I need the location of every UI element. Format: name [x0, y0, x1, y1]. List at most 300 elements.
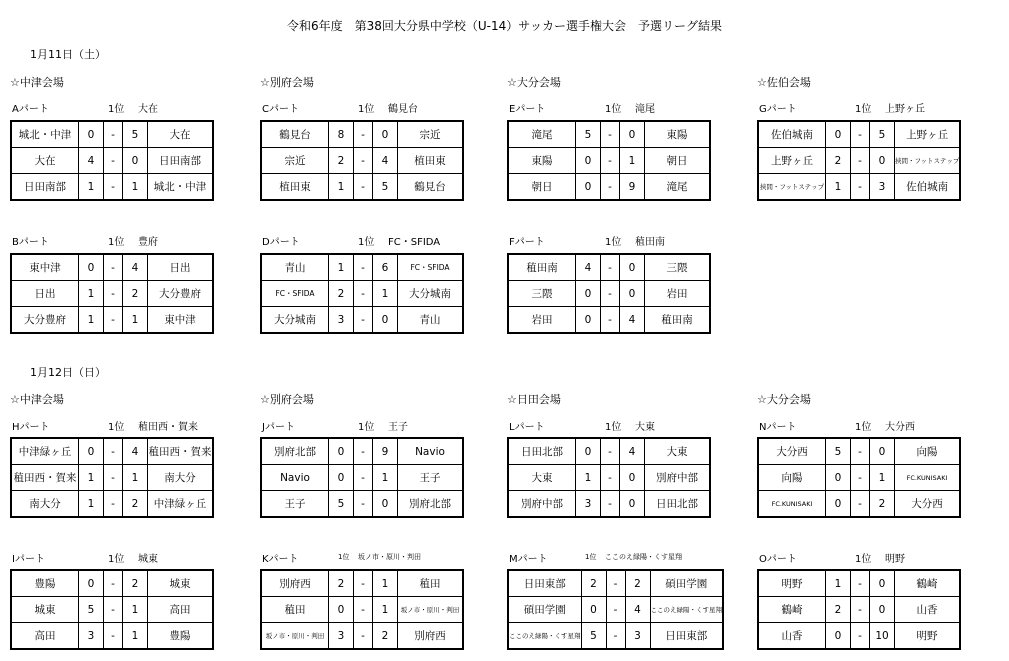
score-separator: -: [354, 121, 373, 148]
home-team: 王子: [261, 491, 329, 518]
group-winner: 鶴見台: [388, 104, 418, 115]
group-part-label: Bパート: [12, 237, 49, 248]
match-row: [508, 148, 710, 174]
home-score: 4: [576, 254, 601, 281]
away-team: 稙田: [398, 570, 464, 597]
away-team: 滝尾: [645, 174, 711, 201]
group-header: [262, 418, 502, 432]
group-part-label: Cパート: [262, 104, 299, 115]
away-score: 0: [620, 121, 645, 148]
home-score: 1: [79, 174, 104, 201]
score-separator: -: [104, 570, 123, 597]
match-row: [508, 254, 710, 281]
away-score: 0: [620, 254, 645, 281]
score-separator: -: [354, 438, 373, 465]
score-separator: -: [104, 307, 123, 334]
results-table: [260, 569, 464, 650]
away-score: 0: [373, 491, 398, 518]
home-score: 1: [79, 281, 104, 307]
score-separator: -: [354, 174, 373, 201]
away-score: 2: [123, 570, 148, 597]
home-score: 0: [329, 465, 354, 491]
home-team: Navio: [261, 465, 329, 491]
match-date: 1月12日（日）: [30, 366, 106, 379]
results-table: [260, 120, 464, 201]
home-team: 滝尾: [508, 121, 576, 148]
venue-name: ☆中津会場: [10, 393, 64, 406]
match-row: [11, 597, 213, 623]
group-header: [262, 100, 502, 114]
away-team: 東中津: [148, 307, 214, 334]
group-part-label: Aパート: [12, 104, 49, 115]
home-score: 5: [576, 121, 601, 148]
away-score: 1: [373, 465, 398, 491]
away-team: 日出: [148, 254, 214, 281]
results-table: [260, 253, 464, 334]
results-table: [507, 437, 711, 518]
away-score: 1: [123, 623, 148, 650]
home-score: 1: [576, 465, 601, 491]
home-team: 南大分: [11, 491, 79, 518]
away-score: 1: [123, 465, 148, 491]
score-separator: -: [601, 148, 620, 174]
match-date: 1月11日（土）: [30, 48, 106, 61]
results-table: [10, 569, 214, 650]
score-separator: -: [354, 148, 373, 174]
score-separator: -: [601, 491, 620, 518]
away-team: 坂ノ市・原川・判田: [398, 597, 464, 623]
group-winner: 城東: [138, 554, 158, 565]
away-team: Navio: [398, 438, 464, 465]
group-header: [262, 233, 502, 247]
away-team: 植田東: [398, 148, 464, 174]
group-rank-label: 1位: [358, 237, 375, 248]
home-score: 2: [329, 281, 354, 307]
match-row: [261, 174, 463, 201]
score-separator: -: [606, 570, 625, 597]
away-score: 0: [870, 148, 895, 174]
match-row: [261, 597, 463, 623]
home-score: 2: [826, 148, 851, 174]
home-score: 0: [826, 121, 851, 148]
results-table: [10, 253, 214, 334]
away-score: 2: [870, 491, 895, 518]
match-row: [261, 570, 463, 597]
group-header: [509, 418, 749, 432]
match-row: [508, 623, 723, 650]
home-score: 0: [329, 597, 354, 623]
group-part-label: Iパート: [12, 554, 45, 565]
score-separator: -: [104, 148, 123, 174]
match-row: [11, 570, 213, 597]
group-part-label: Fパート: [509, 237, 545, 248]
match-row: [758, 148, 960, 174]
home-team: 挾間・フットステップ: [758, 174, 826, 201]
away-team: 日田南部: [148, 148, 214, 174]
home-team: 大分城南: [261, 307, 329, 334]
home-score: 3: [329, 623, 354, 650]
score-separator: -: [851, 148, 870, 174]
away-team: 豊陽: [148, 623, 214, 650]
match-row: [508, 307, 710, 334]
home-score: 3: [79, 623, 104, 650]
group-header: [12, 100, 252, 114]
away-score: 0: [620, 465, 645, 491]
away-score: 2: [373, 623, 398, 650]
away-score: 0: [620, 491, 645, 518]
group-part-label: Jパート: [262, 422, 295, 433]
group-rank-label: 1位: [605, 237, 622, 248]
match-row: [508, 174, 710, 201]
home-score: 4: [79, 148, 104, 174]
match-row: [758, 597, 960, 623]
home-team: 稙田西・賀来: [11, 465, 79, 491]
score-separator: -: [104, 465, 123, 491]
away-team: 城東: [148, 570, 214, 597]
group-winner: 稙田西・賀来: [138, 422, 198, 433]
score-separator: -: [354, 281, 373, 307]
group-rank-label: 1位: [855, 554, 872, 565]
group-header: [12, 233, 252, 247]
home-score: 1: [329, 174, 354, 201]
home-score: 0: [576, 148, 601, 174]
match-row: [758, 570, 960, 597]
match-row: [261, 438, 463, 465]
home-team: 佐伯城南: [758, 121, 826, 148]
away-score: 0: [870, 570, 895, 597]
away-team: 青山: [398, 307, 464, 334]
venue-name: ☆大分会場: [507, 76, 561, 89]
away-team: ここのえ緑陽・くす星翔: [650, 597, 723, 623]
home-team: 東陽: [508, 148, 576, 174]
away-score: 0: [870, 438, 895, 465]
home-team: FC・SFIDA: [261, 281, 329, 307]
away-team: 大在: [148, 121, 214, 148]
away-team: 高田: [148, 597, 214, 623]
match-row: [758, 623, 960, 650]
home-team: 稙田: [261, 597, 329, 623]
home-score: 1: [826, 570, 851, 597]
away-team: 日田東部: [650, 623, 723, 650]
home-score: 0: [826, 465, 851, 491]
group-rank-label: 1位: [605, 422, 622, 433]
group-winner: 王子: [388, 422, 408, 433]
away-team: 朝日: [645, 148, 711, 174]
results-table: [507, 569, 724, 650]
home-team: 岩田: [508, 307, 576, 334]
venue-name: ☆別府会場: [260, 393, 314, 406]
group-header: [759, 550, 999, 564]
score-separator: -: [104, 597, 123, 623]
match-row: [11, 121, 213, 148]
match-row: [261, 254, 463, 281]
away-team: 挾間・フットステップ: [895, 148, 961, 174]
home-score: 5: [329, 491, 354, 518]
home-team: 東中津: [11, 254, 79, 281]
away-score: 1: [123, 307, 148, 334]
away-team: 南大分: [148, 465, 214, 491]
score-separator: -: [601, 121, 620, 148]
home-team: 中津緑ヶ丘: [11, 438, 79, 465]
home-score: 0: [79, 121, 104, 148]
score-separator: -: [104, 254, 123, 281]
home-score: 3: [576, 491, 601, 518]
away-team: 大分西: [895, 491, 961, 518]
match-row: [508, 438, 710, 465]
away-team: 明野: [895, 623, 961, 650]
home-team: 植田東: [261, 174, 329, 201]
results-table: [10, 437, 214, 518]
group-rank-label: 1位: [358, 422, 375, 433]
score-separator: -: [354, 570, 373, 597]
home-score: 3: [329, 307, 354, 334]
group-rank-label: 1位: [108, 104, 125, 115]
score-separator: -: [601, 254, 620, 281]
group-winner: 大在: [138, 104, 158, 115]
away-score: 1: [373, 570, 398, 597]
match-row: [261, 307, 463, 334]
away-team: 別府西: [398, 623, 464, 650]
match-row: [508, 465, 710, 491]
score-separator: -: [104, 281, 123, 307]
score-separator: -: [851, 174, 870, 201]
home-team: 高田: [11, 623, 79, 650]
away-score: 0: [373, 307, 398, 334]
group-part-label: Lパート: [509, 422, 545, 433]
score-separator: -: [104, 491, 123, 518]
group-winner: FC・SFIDA: [388, 237, 441, 248]
score-separator: -: [601, 174, 620, 201]
score-separator: -: [851, 623, 870, 650]
away-score: 1: [123, 174, 148, 201]
score-separator: -: [104, 174, 123, 201]
score-separator: -: [354, 597, 373, 623]
group-winner: 明野: [885, 554, 905, 565]
group-winner: 豊府: [138, 237, 158, 248]
away-score: 2: [123, 281, 148, 307]
home-score: 2: [329, 570, 354, 597]
group-header: [12, 550, 252, 564]
away-score: 1: [870, 465, 895, 491]
home-team: 大在: [11, 148, 79, 174]
home-team: 大東: [508, 465, 576, 491]
home-team: 日田北部: [508, 438, 576, 465]
away-score: 9: [620, 174, 645, 201]
results-table: [10, 120, 214, 201]
away-score: 2: [123, 491, 148, 518]
home-team: 日田東部: [508, 570, 581, 597]
group-winner: 大東: [635, 422, 655, 433]
home-score: 1: [79, 465, 104, 491]
group-rank-label: 1位: [108, 237, 125, 248]
home-score: 0: [329, 438, 354, 465]
home-score: 5: [79, 597, 104, 623]
away-score: 4: [123, 254, 148, 281]
away-score: 3: [625, 623, 650, 650]
score-separator: -: [601, 465, 620, 491]
match-row: [758, 491, 960, 518]
score-separator: -: [104, 623, 123, 650]
home-team: 山香: [758, 623, 826, 650]
group-rank-label: 1位: [338, 553, 350, 561]
group-header: [759, 100, 999, 114]
away-score: 2: [625, 570, 650, 597]
away-team: 宗近: [398, 121, 464, 148]
home-team: 城北・中津: [11, 121, 79, 148]
score-separator: -: [851, 121, 870, 148]
group-rank-label: 1位: [605, 104, 622, 115]
match-row: [11, 307, 213, 334]
results-table: [507, 120, 711, 201]
away-score: 4: [620, 438, 645, 465]
score-separator: -: [851, 570, 870, 597]
group-part-label: Oパート: [759, 554, 797, 565]
score-separator: -: [354, 307, 373, 334]
match-row: [508, 597, 723, 623]
away-score: 1: [373, 597, 398, 623]
group-rank-label: 1位: [585, 553, 597, 561]
away-team: 上野ヶ丘: [895, 121, 961, 148]
match-row: [508, 570, 723, 597]
home-score: 0: [576, 174, 601, 201]
score-separator: -: [601, 281, 620, 307]
match-row: [11, 174, 213, 201]
score-separator: -: [606, 597, 625, 623]
results-table: [757, 569, 961, 650]
home-score: 5: [581, 623, 606, 650]
match-row: [261, 281, 463, 307]
away-team: 城北・中津: [148, 174, 214, 201]
home-score: 0: [79, 438, 104, 465]
home-team: FC.KUNISAKI: [758, 491, 826, 518]
away-team: 三隈: [645, 254, 711, 281]
match-row: [758, 465, 960, 491]
results-table: [757, 437, 961, 518]
home-team: 明野: [758, 570, 826, 597]
score-separator: -: [354, 491, 373, 518]
away-team: 稙田南: [645, 307, 711, 334]
away-score: 0: [373, 121, 398, 148]
away-team: FC.KUNISAKI: [895, 465, 961, 491]
away-team: 中津緑ヶ丘: [148, 491, 214, 518]
away-score: 5: [123, 121, 148, 148]
home-team: 城東: [11, 597, 79, 623]
away-score: 3: [870, 174, 895, 201]
home-score: 0: [581, 597, 606, 623]
match-row: [11, 623, 213, 650]
group-winner: 稙田南: [635, 237, 665, 248]
score-separator: -: [601, 438, 620, 465]
group-part-label: Hパート: [12, 422, 50, 433]
home-team: 朝日: [508, 174, 576, 201]
group-winner: 滝尾: [635, 104, 655, 115]
away-team: 稙田西・賀来: [148, 438, 214, 465]
away-team: 山香: [895, 597, 961, 623]
away-team: 碩田学園: [650, 570, 723, 597]
match-row: [261, 148, 463, 174]
group-header: [509, 233, 749, 247]
away-team: 大分城南: [398, 281, 464, 307]
home-score: 0: [79, 570, 104, 597]
away-score: 4: [373, 148, 398, 174]
match-row: [11, 254, 213, 281]
home-team: 豊陽: [11, 570, 79, 597]
away-score: 1: [373, 281, 398, 307]
group-winner: 上野ヶ丘: [885, 104, 925, 115]
home-score: 1: [79, 307, 104, 334]
home-team: 鶴見台: [261, 121, 329, 148]
match-row: [261, 465, 463, 491]
match-row: [261, 121, 463, 148]
home-team: 日出: [11, 281, 79, 307]
group-winner: 大分西: [885, 422, 915, 433]
away-score: 0: [870, 597, 895, 623]
match-row: [261, 491, 463, 518]
page-title: 令和6年度 第38回大分県中学校（U-14）サッカー選手権大会 予選リーグ結果: [286, 19, 723, 33]
away-team: 別府中部: [645, 465, 711, 491]
group-part-label: Kパート: [262, 554, 299, 565]
home-team: 向陽: [758, 465, 826, 491]
venue-name: ☆日田会場: [507, 393, 561, 406]
away-score: 1: [620, 148, 645, 174]
home-team: 三隈: [508, 281, 576, 307]
away-score: 4: [620, 307, 645, 334]
results-table: [507, 253, 711, 334]
score-separator: -: [601, 307, 620, 334]
match-row: [508, 491, 710, 518]
score-separator: -: [104, 121, 123, 148]
home-team: 碩田学園: [508, 597, 581, 623]
group-part-label: Dパート: [262, 237, 300, 248]
score-separator: -: [851, 438, 870, 465]
away-team: FC・SFIDA: [398, 254, 464, 281]
score-separator: -: [104, 438, 123, 465]
score-separator: -: [851, 491, 870, 518]
match-row: [758, 121, 960, 148]
away-score: 0: [620, 281, 645, 307]
away-score: 1: [123, 597, 148, 623]
group-rank-label: 1位: [108, 422, 125, 433]
away-team: 日田北部: [645, 491, 711, 518]
away-team: 別府北部: [398, 491, 464, 518]
home-team: 鶴崎: [758, 597, 826, 623]
home-team: 別府中部: [508, 491, 576, 518]
home-team: 宗近: [261, 148, 329, 174]
away-team: 佐伯城南: [895, 174, 961, 201]
score-separator: -: [606, 623, 625, 650]
away-score: 9: [373, 438, 398, 465]
group-part-label: Gパート: [759, 104, 797, 115]
home-score: 8: [329, 121, 354, 148]
away-team: 鶴崎: [895, 570, 961, 597]
match-row: [11, 438, 213, 465]
group-rank-label: 1位: [358, 104, 375, 115]
match-row: [11, 148, 213, 174]
home-team: 稙田南: [508, 254, 576, 281]
match-row: [508, 121, 710, 148]
home-score: 1: [826, 174, 851, 201]
match-row: [11, 491, 213, 518]
away-team: 岩田: [645, 281, 711, 307]
group-rank-label: 1位: [855, 104, 872, 115]
away-score: 10: [870, 623, 895, 650]
away-team: 大東: [645, 438, 711, 465]
home-score: 1: [79, 491, 104, 518]
home-team: 大分西: [758, 438, 826, 465]
group-header: [262, 550, 502, 564]
score-separator: -: [851, 597, 870, 623]
match-row: [11, 465, 213, 491]
